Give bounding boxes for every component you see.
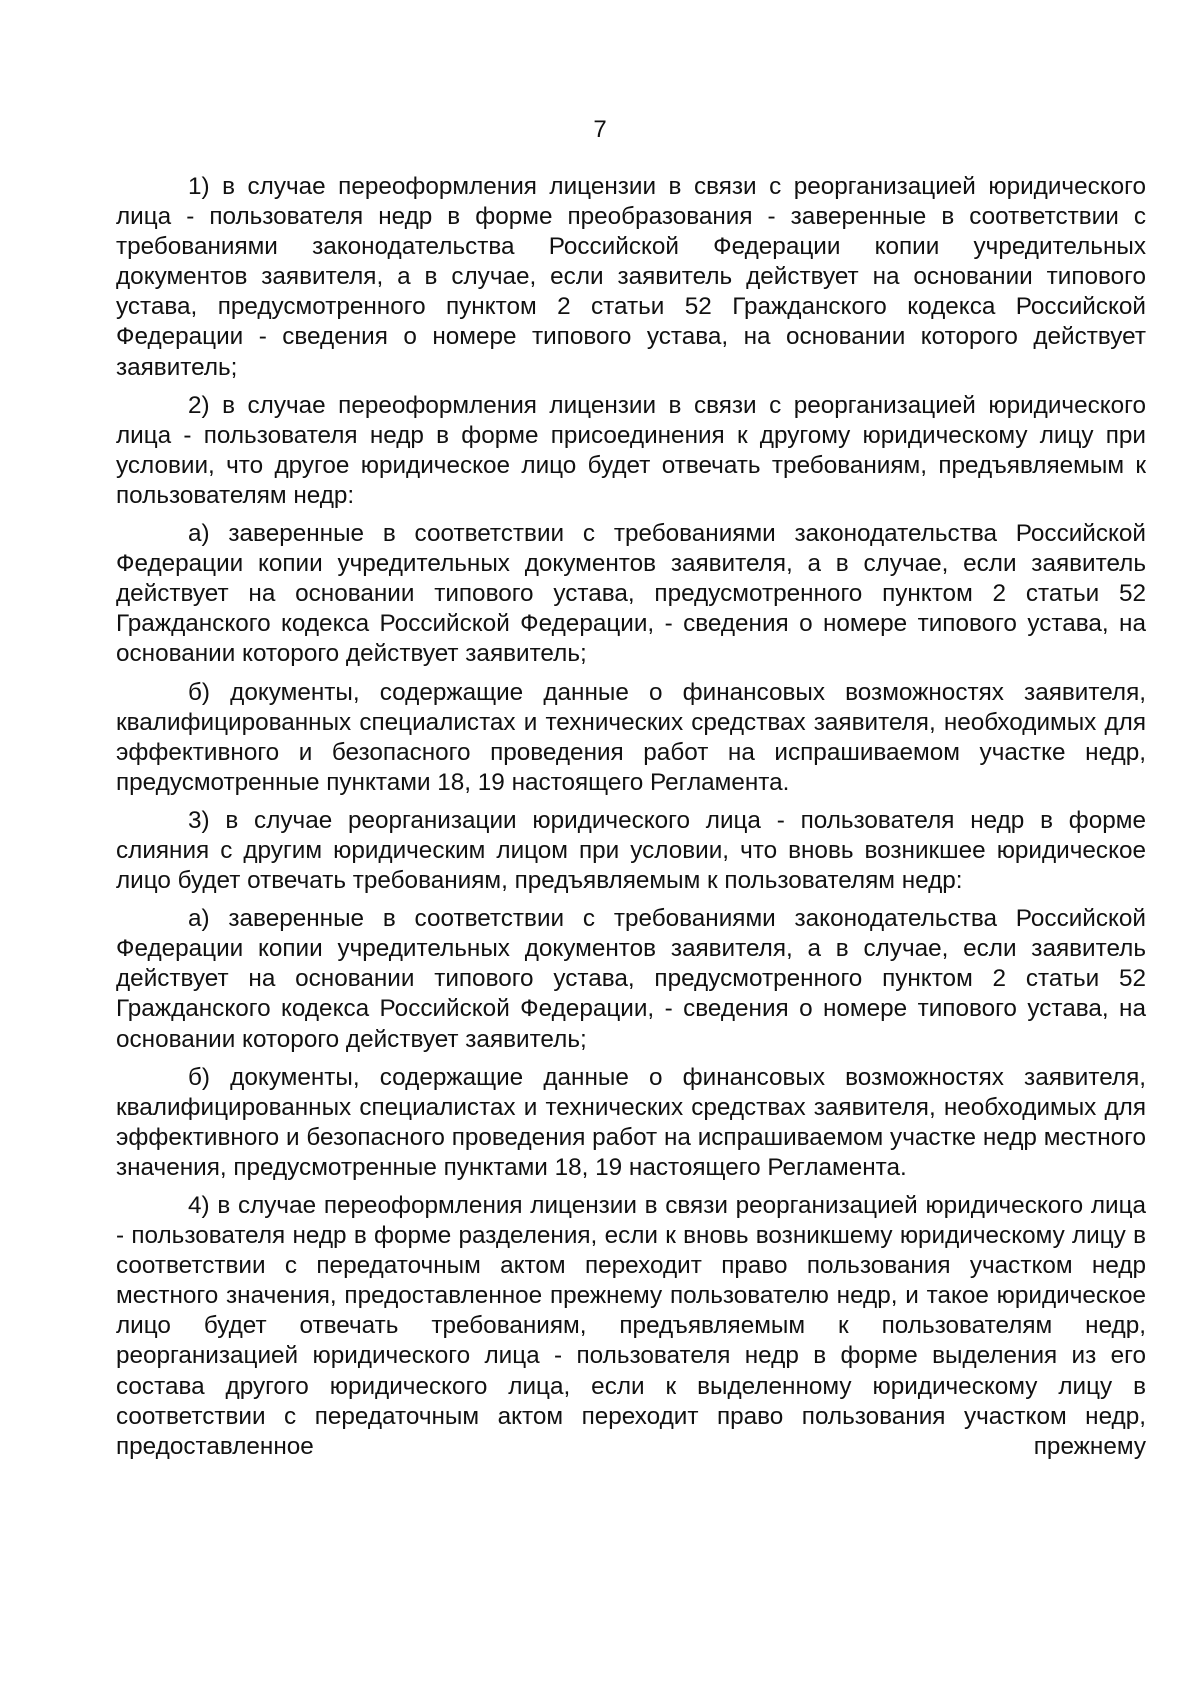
paragraph-3b: б) документы, содержащие данные о финансовых возможностях заявителя, квалифицированных специалистах и технических средствах заявителя, необходимых для эффективного и безопасного проведения работ на испрашиваемом участке недр местного значения, предусмотренные пунктами 18, 19 настоящего Регламента. — [116, 1063, 1146, 1181]
paragraph-2: 2) в случае переоформления лицензии в связи с реорганизацией юридического лица - пользователя недр в форме присоединения к другому юридическому лицу при условии, что другое юридическое лицо будет отвечать требованиям, предъявляемым к пользователям недр: — [116, 391, 1146, 509]
document-body — [116, 172, 1146, 1462]
paragraph-2a: а) заверенные в соответствии с требованиями законодательства Российской Федерации копии учредительных документов заявителя, а в случае, если заявитель действует на основании типового устава, предусмотренного пунктом 2 статьи 52 Гражданского кодекса Российской Федерации, - сведения о номере типового устава, на основании которого действует заявитель; — [116, 520, 1146, 668]
paragraph-3: 3) в случае реорганизации юридического лица - пользователя недр в форме слияния с другим юридическим лицом при условии, что вновь возникшее юридическое лицо будет отвечать требованиям, предъявляемым к пользователям недр: — [116, 806, 1146, 895]
paragraph-3a: а) заверенные в соответствии с требованиями законодательства Российской Федерации копии учредительных документов заявителя, а в случае, если заявитель действует на основании типового устава, предусмотренного пунктом 2 статьи 52 Гражданского кодекса Российской Федерации, - сведения о номере типового устава, на основании которого действует заявитель; — [116, 905, 1146, 1053]
paragraph-2b: б) документы, содержащие данные о финансовых возможностях заявителя, квалифицированных специалистах и технических средствах заявителя, необходимых для эффективного и безопасного проведения работ на испрашиваемом участке недр, предусмотренные пунктами 18, 19 настоящего Регламента. — [116, 678, 1146, 796]
paragraph-4: 4) в случае переоформления лицензии в связи реорганизацией юридического лица - пользователя недр в форме разделения, если к вновь возникшему юридическому лицу в соответствии с передаточным актом переходит право пользования участком недр местного значения, предоставленное прежнему пользователю недр, и такое юридическое лицо будет отвечать требованиям, предъявляемым к пользователям недр, реорганизацией юридического лица - пользователя недр в форме выделения из его состава другого юридического лица, если к выделенному юридическому лицу в соответствии с передаточным актом переходит право пользования участком недр, предоставленное прежнему — [116, 1192, 1146, 1460]
page-number: 7 — [593, 116, 607, 143]
paragraph-1: 1) в случае переоформления лицензии в связи с реорганизацией юридического лица - пользователя недр в форме преобразования - заверенные в соответствии с требованиями законодательства Российской Федерации копии учредительных документов заявителя, а в случае, если заявитель действует на основании типового устава, предусмотренного пунктом 2 статьи 52 Гражданского кодекса Российской Федерации - сведения о номере типового устава, на основании которого действует заявитель; — [116, 173, 1146, 381]
